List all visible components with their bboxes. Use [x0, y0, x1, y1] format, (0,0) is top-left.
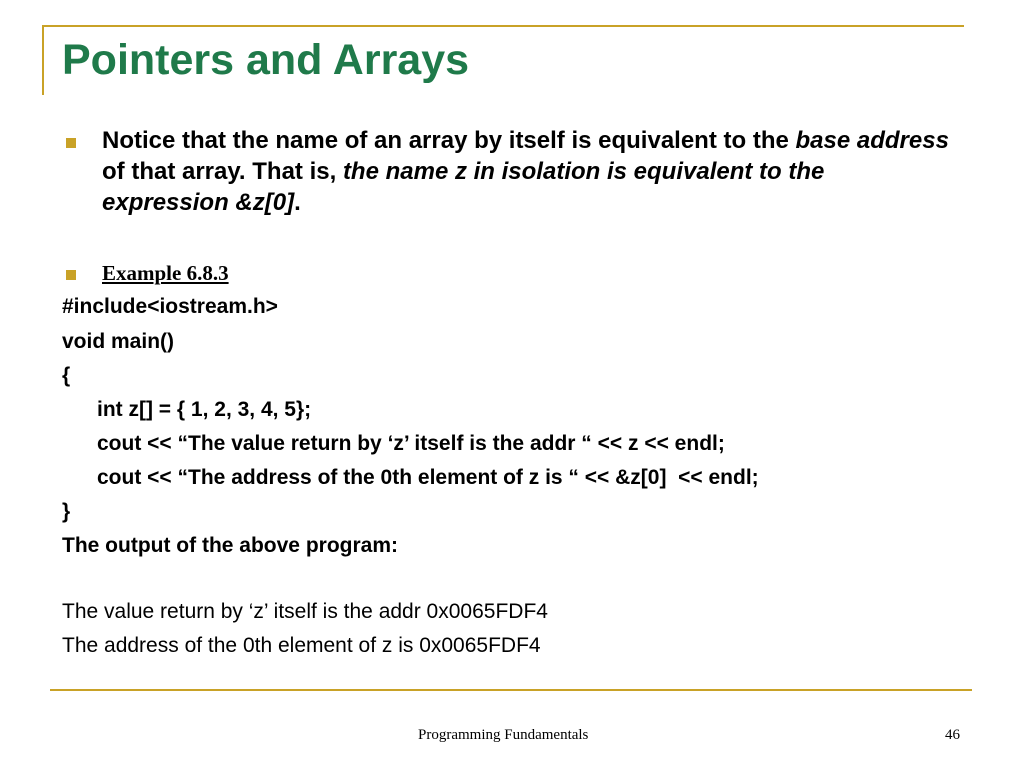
bullet-square-icon: [66, 270, 76, 280]
para-text-1: Notice that the name of an array by itself is equivalent to the: [102, 127, 796, 154]
code-line: int z[] = { 1, 2, 3, 4, 5};: [97, 398, 312, 421]
para-text-2: base address: [795, 127, 949, 154]
output-line: The value return by ‘z’ itself is the addr 0x0065FDF4: [62, 600, 548, 623]
para-text-5: .: [294, 189, 301, 216]
bullet-square-icon: [66, 138, 76, 148]
top-border-line: [42, 25, 964, 27]
output-line: The address of the 0th element of z is 0x0065FDF4: [62, 634, 541, 657]
slide-title: Pointers and Arrays: [62, 36, 470, 84]
code-line: #include<iostream.h>: [62, 295, 278, 318]
bottom-border-line: [50, 689, 972, 691]
code-line: {: [62, 364, 71, 387]
page-number: 46: [945, 727, 960, 743]
bullet-paragraph: [102, 125, 952, 218]
left-border-line: [42, 25, 44, 95]
code-line: cout << “The address of the 0th element of z is “ << &z[0] << endl;: [97, 466, 759, 489]
example-label: Example 6.8.3: [102, 261, 229, 285]
code-line: }: [62, 500, 71, 523]
para-text-4: the name z in isolation is equivalent to the expression &z[0]: [102, 158, 825, 216]
code-line: void main(): [62, 330, 175, 353]
code-line: cout << “The value return by ‘z’ itself is the addr “ << z << endl;: [97, 432, 725, 455]
footer-title: Programming Fundamentals: [418, 727, 589, 743]
para-text-3: of that array. That is,: [102, 158, 343, 185]
output-heading: The output of the above program:: [62, 534, 398, 557]
